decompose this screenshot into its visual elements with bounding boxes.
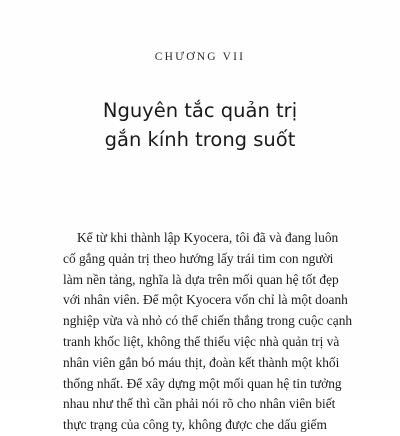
- body-line: nhau như thế thì cần phải nói rõ cho nhân viên biết: [63, 396, 336, 412]
- body-line: làm nền tảng, nghĩa là dựa trên mối quan hệ tốt đẹp: [63, 271, 339, 287]
- body-line: với nhân viên. Để một Kyocera vốn chỉ là một doanh: [63, 292, 348, 308]
- body-line: tranh khốc liệt, không thể thiếu việc nhà quản trị và: [63, 333, 340, 349]
- chapter-title: [0, 96, 400, 154]
- body-line: thống nhất. Để xây dựng một mối quan hệ tin tưởng: [63, 375, 342, 391]
- body-line: cố gắng quản trị theo hướng lấy trái tim con người: [63, 250, 334, 266]
- chapter-label: CHƯƠNG VII: [154, 51, 246, 63]
- body-paragraph: [63, 228, 355, 436]
- body-line: nghiệp vừa và nhỏ có thể chiến thắng trong cuộc cạnh: [63, 313, 353, 329]
- chapter-title-line-2: gắn kính trong suốt: [104, 128, 296, 151]
- body-line: nhân viên gắn bó máu thịt, đoàn kết thành một khối: [63, 354, 340, 370]
- body-line: Kể từ khi thành lập Kyocera, tôi đã và đang luôn: [77, 230, 339, 245]
- chapter-title-line-1: Nguyên tắc quản trị: [102, 99, 298, 122]
- body-line: thực trạng của công ty, không được che dấu giếm: [63, 417, 327, 433]
